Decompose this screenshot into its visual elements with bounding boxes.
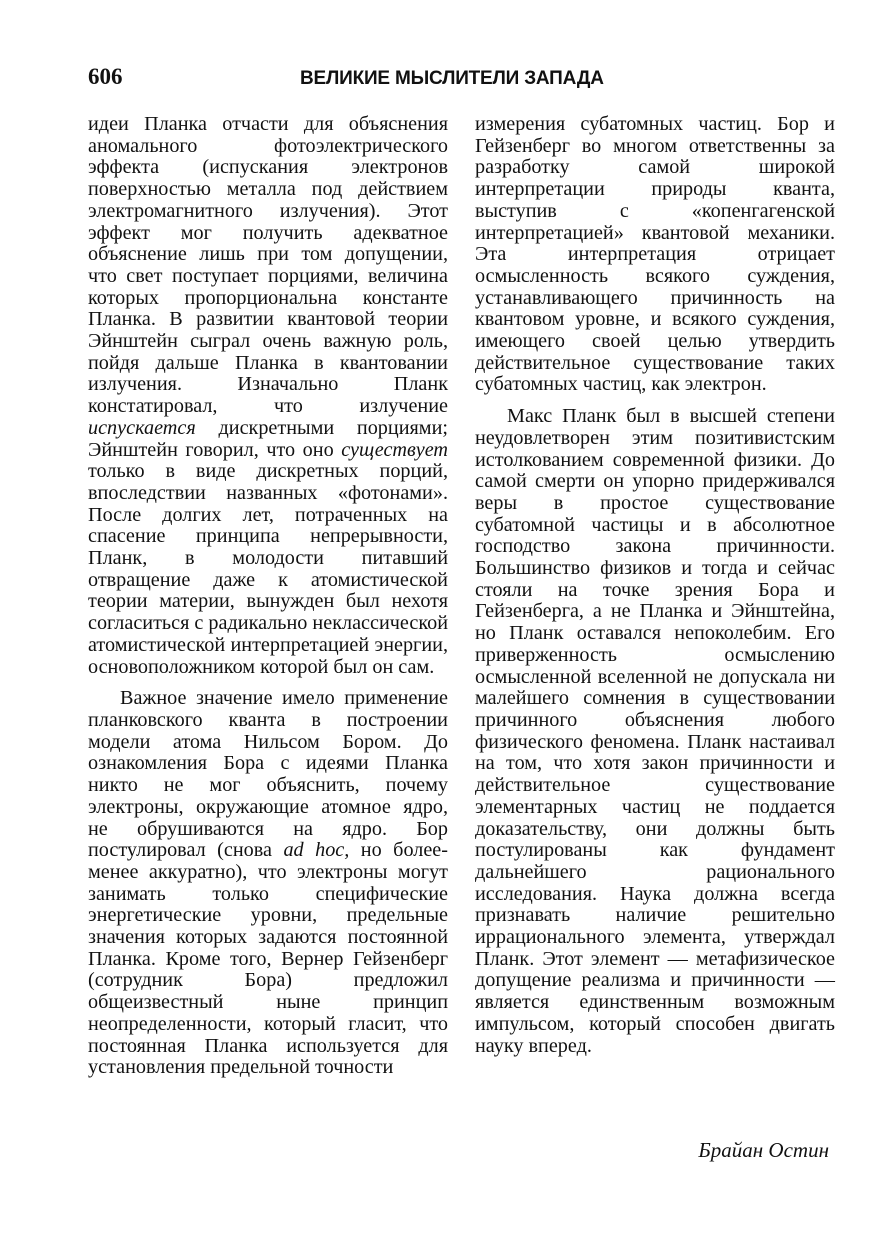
running-head: ВЕЛИКИЕ МЫСЛИТЕЛИ ЗАПАДА — [300, 68, 604, 89]
text-run: дискретными порциями; Эйнштейн говорил, что оно — [88, 416, 448, 461]
text-run: Важное значение имело применение планковского кванта в построении модели атома Нильсом Бором. До ознакомления Бора с идеями Планка никто не мог объяснить, почему электроны, окружающие атомное ядро, не обрушиваются на ядро. Бор постулировал (снова — [88, 687, 448, 862]
text-run: но более-менее аккуратно), что электроны могут занимать только специфические энергетические уровни, предельные значения которых задаются постоянной Планка. Кроме того, Вернер Гейзенберг (сотрудник Бора) предложил общеизвестный ныне принцип неопределенности, который гласит, что постоянная Планка используется для установления предельной точности — [88, 839, 448, 1079]
italic-run: существует — [341, 438, 448, 461]
italic-run: ad hoc, — [283, 839, 350, 862]
paragraph — [88, 688, 448, 1079]
italic-run: испускается — [88, 416, 196, 439]
paragraph: измерения субатомных частиц. Бор и Гейзенберг во многом ответственны за разработку самой широкой интерпретации природы кванта, выступив с «копенгагенской интерпретацией» квантовой механики. Эта интерпретация отрицает осмысленность всякого суждения, устанавливающего причинность на квантовом уровне, и всякого суждения, имеющего своей целью утвердить действительное существование таких субатомных частиц, как электрон. — [475, 113, 835, 396]
paragraph: Макс Планк был в высшей степени неудовлетворен этим позитивистским истолкованием современной физики. До самой смерти он упорно придерживался веры в простое существование субатомной частицы и в абсолютное господство закона причинности. Большинство физиков и тогда и сейчас стояли на точке зрения Бора и Гейзенберга, а не Планка и Эйнштейна, но Планк оставался непоколебим. Его приверженность осмыслению осмысленной вселенной не допускала ни малейшего сомнения в существовании причинного объяснения любого физического феномена. Планк настаивал на том, что хотя закон причинности и действительное существование элементарных частиц не поддается доказательству, они должны быть постулированы как фундамент дальнейшего рационального исследования. Наука должна всегда признавать наличие решительно иррационального элемента, утверждал Планк. Этот элемент — метафизическое допущение реализма и причинности — является единственным возможным импульсом, который способен двигать науку вперед. — [475, 405, 835, 1057]
paragraph — [88, 114, 448, 678]
page-number: 606 — [88, 64, 123, 89]
text-run: только в виде дискретных порций, впоследствии названных «фотонами». После долгих лет, потраченных на спасение принципа непрерывности, Планк, в молодости питавший отвращение даже к атомистической теории материи, вынужден был нехотя согласиться с радикально неклассической атомистической интерпретацией энергии, основоположником которой был он сам. — [88, 460, 449, 678]
right-column — [475, 114, 835, 1057]
author-signature: Брайан Остин — [698, 1138, 829, 1162]
left-column — [88, 114, 448, 1079]
text-run: идеи Планка отчасти для объяснения аномального фотоэлектрического эффекта (испускания электронов поверхностью металла под действием электромагнитного излучения). Этот эффект мог получить адекватное объяснение лишь при том допущении, что свет поступает порциями, величина которых пропорциональна константе Планка. В развитии квантовой теории Эйнштейн сыграл очень важную роль, пойдя дальше Планка в квантовании излучения. Изначально Планк констатировал, что излучение — [88, 113, 448, 418]
